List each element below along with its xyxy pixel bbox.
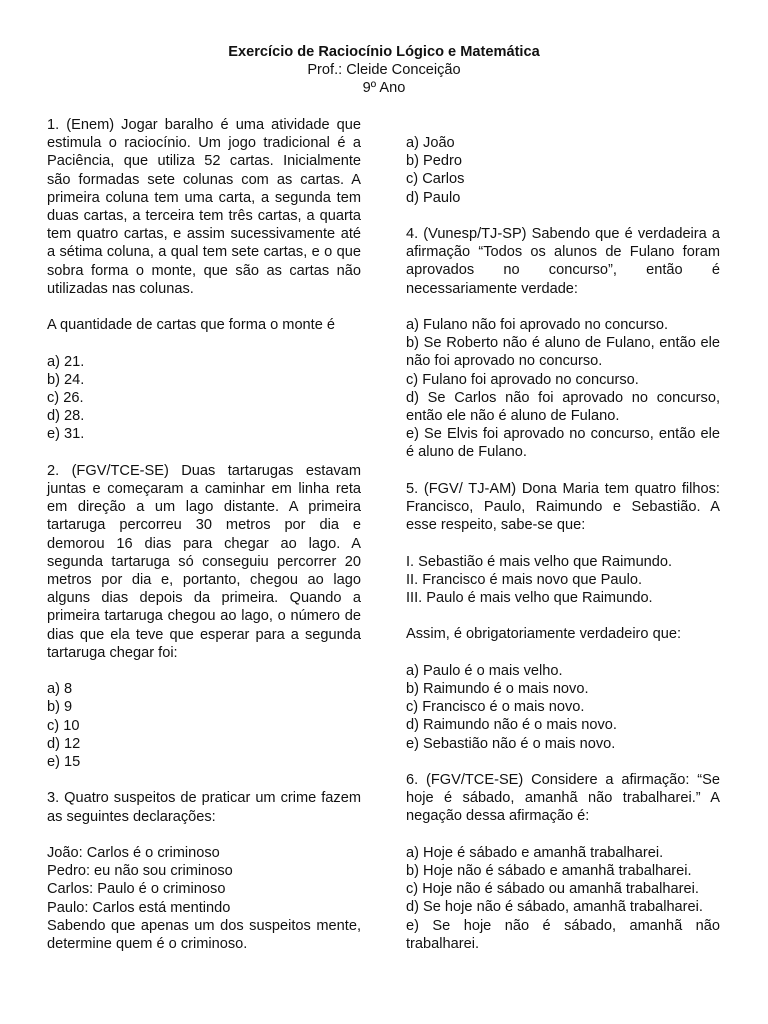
question-2-option: b) 9 xyxy=(47,699,73,716)
question-5-option: b) Raimundo é o mais novo. xyxy=(406,681,589,697)
question-3-option: d) Paulo xyxy=(406,189,461,206)
school-grade: 9º Ano xyxy=(362,80,406,96)
question-4-option: b) Se Roberto não é aluno de Fulano, então ele não foi aprovado no concurso. xyxy=(406,335,720,370)
question-6-option: d) Se hoje não é sábado, amanhã trabalharei. xyxy=(406,899,703,916)
question-1-prompt: A quantidade de cartas que forma o monte é xyxy=(47,317,336,334)
question-4-option: e) Se Elvis foi aprovado no concurso, então ele é aluno de Fulano. xyxy=(406,426,720,461)
question-1-option: e) 31. xyxy=(47,426,85,443)
question-6-text: 6. (FGV/TCE-SE) Considere a afirmação: “Se hoje é sábado, amanhã não trabalharei.” A negação dessa afirmação é: xyxy=(406,772,720,825)
question-2-option: c) 10 xyxy=(47,717,80,734)
question-6-option: b) Hoje não é sábado e amanhã trabalharei. xyxy=(406,863,692,879)
question-1-text: 1. (Enem) Jogar baralho é uma atividade que estimula o raciocínio. Um jogo tradicional é a Paciência, que utiliza 52 cartas. Inicialmente são formadas sete colunas com as cartas. A primeira coluna tem uma carta, a segunda tem duas cartas, a terceira tem três cartas, a quarta tem quatro cartas, e assim sucessivamente até a sétima coluna, a qual tem sete cartas, e o que sobra forma o monte, que são as cartas não utilizadas nas colunas. xyxy=(47,117,361,297)
professor-name: Prof.: Cleide Conceição xyxy=(307,62,461,78)
question-2-option: d) 12 xyxy=(47,735,81,752)
question-3-option: a) João xyxy=(406,135,455,151)
question-4-option: a) Fulano não foi aprovado no concurso. xyxy=(406,317,669,333)
question-3-text: 3. Quatro suspeitos de praticar um crime fazem as seguintes declarações: xyxy=(47,790,361,825)
question-5-statement: III. Paulo é mais velho que Raimundo. xyxy=(406,590,653,607)
question-2-option: a) 8 xyxy=(47,681,73,698)
question-3-statement: Carlos: Paulo é o criminoso xyxy=(47,881,226,898)
question-3-option: b) Pedro xyxy=(406,153,462,170)
question-3-statement: Pedro: eu não sou criminoso xyxy=(47,863,233,880)
question-5-option: a) Paulo é o mais velho. xyxy=(406,662,563,679)
question-5-option: d) Raimundo não é o mais novo. xyxy=(406,717,617,734)
question-2-text: 2. (FGV/TCE-SE) Duas tartarugas estavam juntas e começaram a caminhar em linha reta em direção a um lago distante. A primeira tartaruga percorreu 30 metros por dia e demorou 16 dias para chegar ao lago. A segunda tartaruga só conseguiu percorrer 20 metros por dia e, portanto, chegou ao lago alguns dias depois da primeira. Quando a primeira tartaruga chegou ao lago, o número de dias que ela teve que esperar para a segunda tartaruga chegar foi: xyxy=(47,462,361,661)
question-5-option: c) Francisco é o mais novo. xyxy=(406,699,585,716)
question-6-option: a) Hoje é sábado e amanhã trabalharei. xyxy=(406,844,664,861)
question-2-option: e) 15 xyxy=(47,754,81,771)
question-1-option: b) 24. xyxy=(47,371,85,388)
left-column xyxy=(47,116,361,953)
question-1-option: d) 28. xyxy=(47,408,85,425)
question-4-text: 4. (Vunesp/TJ-SP) Sabendo que é verdadeira a afirmação “Todos os alunos de Fulano foram aprovados no concurso”, então é necessariamente verdade: xyxy=(406,226,720,297)
document-title: Exercício de Raciocínio Lógico e Matemática xyxy=(228,44,540,60)
question-5-prompt: Assim, é obrigatoriamente verdadeiro que: xyxy=(406,626,681,643)
question-5-option: e) Sebastião não é o mais novo. xyxy=(406,735,616,752)
question-3-statement: Paulo: Carlos está mentindo xyxy=(47,899,231,916)
document-header xyxy=(0,43,768,97)
question-6-option: c) Hoje não é sábado ou amanhã trabalharei. xyxy=(406,881,699,898)
question-5-statement: I. Sebastião é mais velho que Raimundo. xyxy=(406,553,673,570)
question-1-option: c) 26. xyxy=(47,390,84,407)
question-5-statement: II. Francisco é mais novo que Paulo. xyxy=(406,571,643,588)
question-3-question: Sabendo que apenas um dos suspeitos mente, determine quem é o criminoso. xyxy=(47,917,361,953)
question-3-statement: João: Carlos é o criminoso xyxy=(47,845,220,862)
question-4-option: c) Fulano foi aprovado no concurso. xyxy=(406,371,639,388)
question-5-text: 5. (FGV/ TJ-AM) Dona Maria tem quatro filhos: Francisco, Paulo, Raimundo e Sebastião. A esse respeito, sabe-se que: xyxy=(406,480,720,534)
right-column xyxy=(406,134,720,953)
question-6-option: e) Se hoje não é sábado, amanhã não trabalharei. xyxy=(406,917,720,952)
question-3-option: c) Carlos xyxy=(406,171,465,188)
question-4-option: d) Se Carlos não foi aprovado no concurso, então ele não é aluno de Fulano. xyxy=(406,389,720,425)
question-1-option: a) 21. xyxy=(47,353,85,370)
